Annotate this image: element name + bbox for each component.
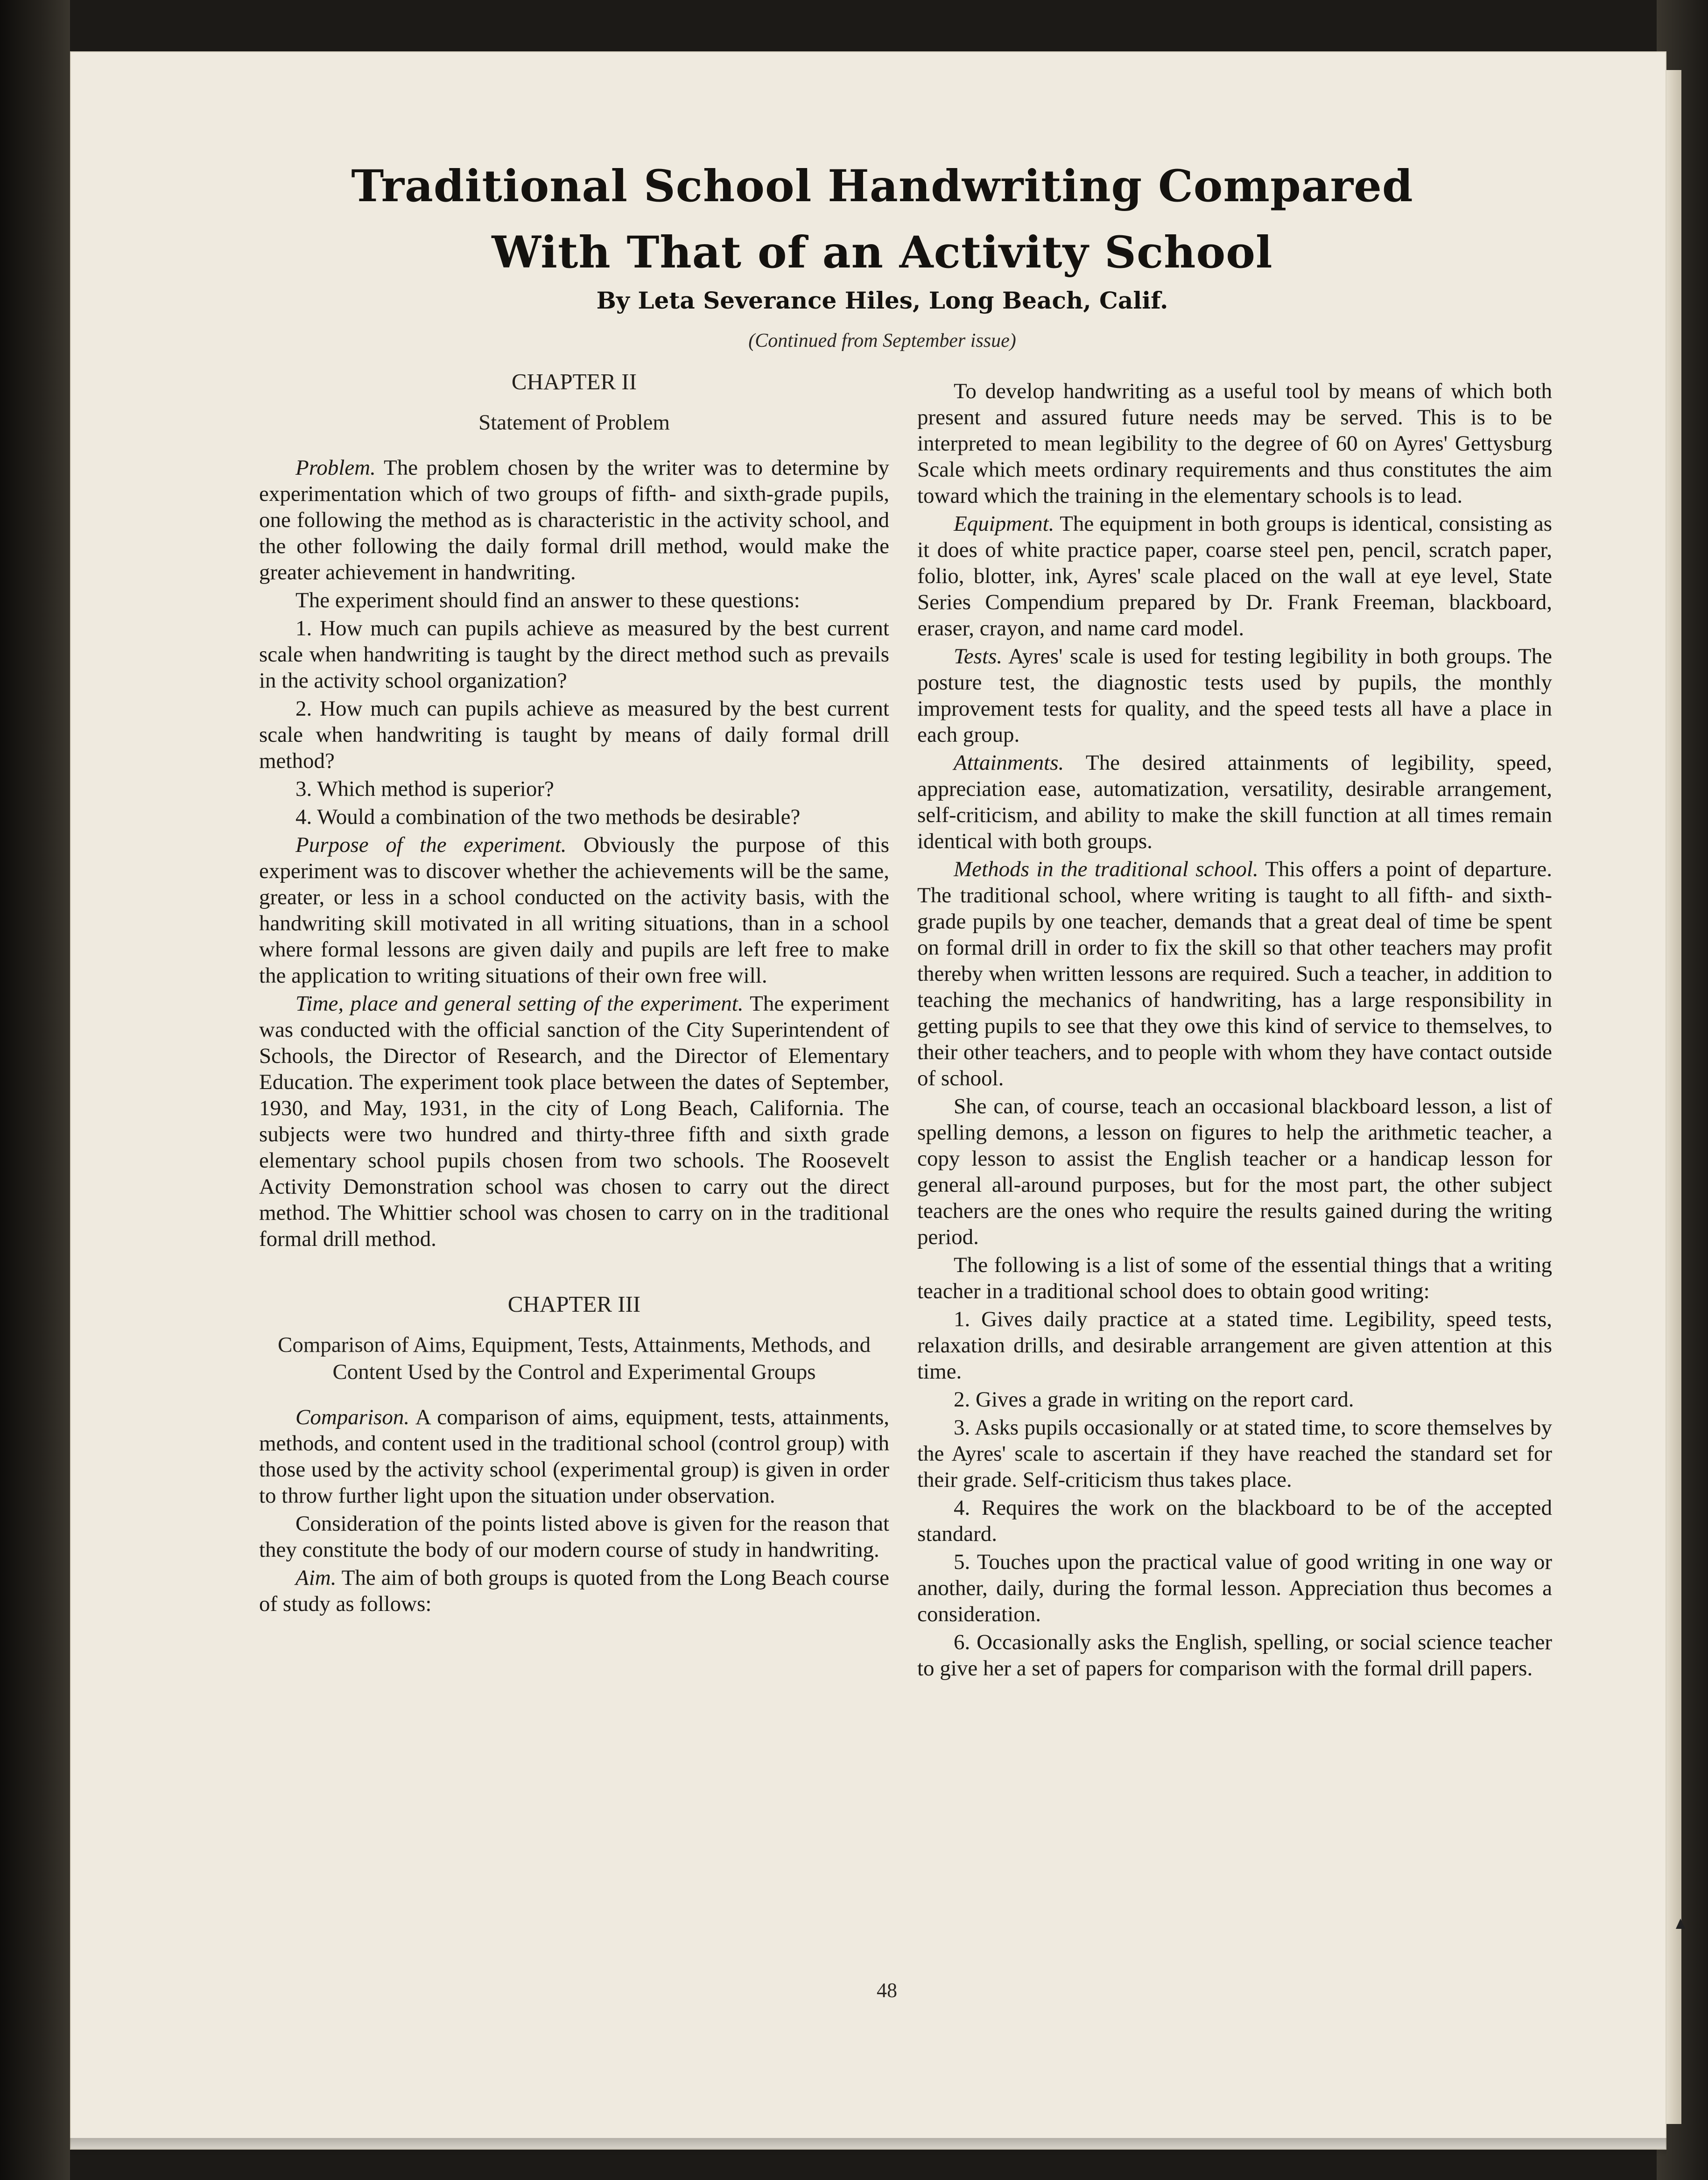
page-shadow [70, 2138, 1666, 2157]
scan-border-left [0, 0, 70, 2180]
equipment-lead: Equipment. [954, 512, 1054, 536]
questions-intro: The experiment should find an answer to these questions: [295, 588, 800, 612]
attainments-lead: Attainments. [954, 751, 1064, 775]
question-2: 2. How much can pupils achieve as measured by the best current scale when handwriting is taught by means of daily formal drill method? [259, 696, 889, 773]
following-paragraph: The following is a list of some of the essential things that a writing teacher in a traditional school does to obtain good writing: [917, 1253, 1552, 1303]
author-byline: By Leta Severance Hiles, Long Beach, Calif. [596, 287, 1168, 314]
chapter-3-subheading: Comparison of Aims, Equipment, Tests, Attainments, Methods, and Content Used by the Control and Experimental Groups [277, 1333, 871, 1384]
setting-text: The experiment was conducted with the official sanction of the City Superintendent of Schools, the Director of Research, and the Director of Elementary Education. The experiment took place between the dates of September, 1930, and May, 1931, in the city of Long Beach, California. The subjects were two hundred and thirty-three fifth and sixth grade elementary school pupils chosen from two schools. The Roosevelt Activity Demonstration school was chosen to carry out the direct method. The Whittier school was chosen to carry on in the traditional formal drill method. [259, 992, 889, 1251]
comparison-text: A comparison of aims, equipment, tests, attainments, methods, and content used in the traditional school (control group) with those used by the activity school (experimental group) is given in order to throw further light upon the situation under observation. [259, 1405, 889, 1508]
problem-lead: Problem. [295, 456, 376, 480]
aim-text: The aim of both groups is quoted from the Long Beach course of study as follows: [259, 1566, 889, 1616]
problem-paragraph [259, 455, 889, 585]
tests-text: Ayres' scale is used for testing legibility in both groups. The posture test, the diagnostic tests used by pupils, the monthly improvement tests for quality, and the speed tests all have a place in each group. [917, 644, 1552, 747]
equipment-text: The equipment in both groups is identical, consisting as it does of white practice paper, coarse steel pen, pencil, scratch paper, folio, blotter, ink, Ayres' scale placed on the wall at eye level, State Series Compendium prepared by Dr. Frank Freeman, blackboard, eraser, crayon, and name card model. [917, 512, 1552, 640]
title-line-2: With That of an Activity School [492, 227, 1273, 278]
aim-paragraph [259, 1565, 889, 1617]
chapter-2-subheading: Statement of Problem [478, 410, 670, 435]
chapter-3-heading: CHAPTER III [507, 1291, 641, 1317]
left-column [259, 364, 889, 1619]
setting-lead: Time, place and general setting of the experiment. [295, 992, 744, 1016]
question-3: 3. Which method is superior? [295, 777, 554, 801]
list-item: 1. Gives daily practice at a stated time. Legibility, speed tests, relaxation drills, and desirable arrangement are given attention at this time. [917, 1307, 1552, 1384]
she-can-paragraph: She can, of course, teach an occasional blackboard lesson, a list of spelling demons, a lesson on figures to help the arithmetic teacher, a copy lesson to assist the English teacher or a handicap lesson for general all-around purposes, but for the most part, the other subject teachers are the ones who require the results gained during the writing period. [917, 1094, 1552, 1249]
purpose-paragraph [259, 832, 889, 989]
equipment-paragraph [917, 511, 1552, 641]
title-line-1: Traditional School Handwriting Compared [351, 161, 1413, 212]
right-column [917, 378, 1552, 1683]
methods-text: This offers a point of departure. The traditional school, where writing is taught to all fifth- and sixth-grade pupils by one teacher, demands that a great deal of time be spent on formal drill in order to fix the skill so that other teachers may profit thereby when written lessons are required. Such a teacher, in addition to teaching the mechanics of handwriting, has a large responsibility in getting pupils to see that they owe this kind of service to themselves, to their other teachers, and to people with whom they have contact outside of school. [917, 857, 1552, 1090]
page-number: 48 [877, 1979, 897, 2002]
chapter-spacer [259, 1254, 889, 1287]
tests-paragraph [917, 643, 1552, 748]
question-4: 4. Would a combination of the two methods be desirable? [295, 805, 801, 829]
list-item: 6. Occasionally asks the English, spelling, or social science teacher to give her a set of papers for comparison with the formal drill papers. [917, 1630, 1552, 1681]
attainments-paragraph [917, 750, 1552, 854]
aim-quote: To develop handwriting as a useful tool by means of which both present and assured future needs may be served. This is to be interpreted to mean legibility to the degree of 60 on Ayres' Gettysburg Scale which meets ordinary requirements and thus constitutes the aim toward which the training in the elementary schools is to lead. [917, 379, 1552, 508]
problem-text: The problem chosen by the writer was to determine by experimentation which of two groups of fifth- and sixth-grade pupils, one following the method as is characteristic in the activity school, and the other following the daily formal drill method, would make the greater achievement in handwriting. [259, 456, 889, 584]
purpose-text: Obviously the purpose of this experiment was to discover whether the achievements will be the same, greater, or less in a school conducted on the activity basis, with the handwriting skill motivated in all writing situations, than in a school where formal lessons are given daily and pupils are left free to make the application to writing situations of their own free will. [259, 833, 889, 988]
tests-lead: Tests. [954, 644, 1003, 668]
continued-note: (Continued from September issue) [748, 330, 1016, 352]
setting-paragraph [259, 991, 889, 1252]
purpose-lead: Purpose of the experiment. [295, 833, 567, 857]
aim-lead: Aim. [295, 1566, 337, 1590]
chapter-2-heading: CHAPTER II [511, 369, 637, 394]
question-1: 1. How much can pupils achieve as measured by the best current scale when handwriting is taught by the direct method such as prevails in the activity school organization? [259, 616, 889, 693]
list-item: 5. Touches upon the practical value of good writing in one way or another, daily, during the formal lesson. Appreciation thus becomes a consideration. [917, 1550, 1552, 1626]
methods-paragraph [917, 856, 1552, 1091]
list-item: 3. Asks pupils occasionally or at stated time, to score themselves by the Ayres' scale to ascertain if they have reached the standard set for their grade. Self-criticism thus takes place. [917, 1415, 1552, 1492]
comparison-lead: Comparison. [295, 1405, 410, 1429]
list-item: 2. Gives a grade in writing on the report card. [954, 1387, 1354, 1412]
attainments-text: The desired attainments of legibility, speed, appreciation ease, automatization, versatility, desirable arrangement, self-criticism, and ability to make the skill function at all times remain identical with both groups. [917, 751, 1552, 853]
methods-lead: Methods in the traditional school. [954, 857, 1258, 881]
essential-things-list [917, 1306, 1552, 1681]
consideration-paragraph: Consideration of the points listed above is given for the reason that they constitute the body of our modern course of study in handwriting. [259, 1512, 889, 1562]
page-edge-marker [1676, 1919, 1685, 1929]
comparison-paragraph [259, 1404, 889, 1509]
list-item: 4. Requires the work on the blackboard to be of the accepted standard. [917, 1496, 1552, 1546]
article-title [261, 153, 1503, 286]
